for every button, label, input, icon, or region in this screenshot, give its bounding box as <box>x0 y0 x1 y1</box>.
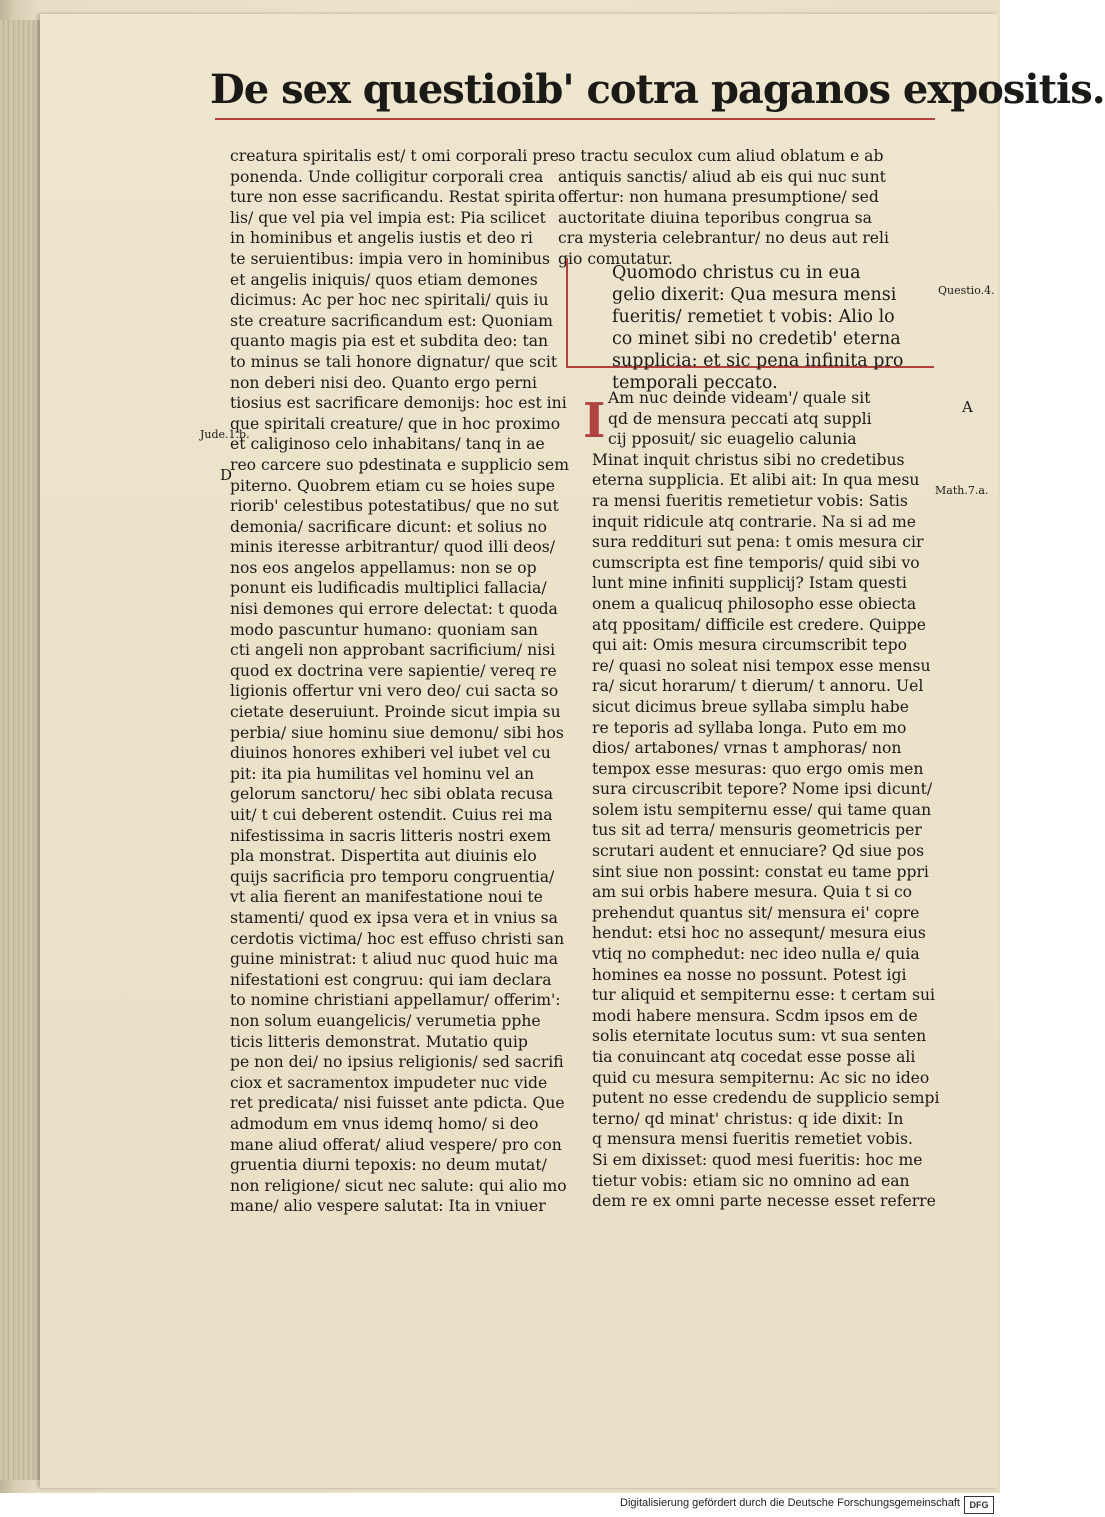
text-line: vtiq no comphedut: nec ideo nulla e/ quia <box>592 945 920 964</box>
text-line: non solum euangelicis/ verumetia pphe <box>230 1011 541 1030</box>
text-line: nifestissima in sacris litteris nostri exem <box>230 826 552 845</box>
text-line: Si em dixisset: quod mesi fueritis: hoc me <box>592 1150 923 1169</box>
text-line: pla monstrat. Dispertita aut diuinis elo <box>230 847 537 866</box>
text-line: qui ait: Omis mesura circumscribit tepo <box>592 636 907 655</box>
text-line: ste creature sacrificandum est: Quoniam <box>230 311 553 330</box>
text-line: tietur vobis: etiam sic no omnino ad ean <box>592 1171 910 1190</box>
text-line: onem a qualicuq philosopho esse obiecta <box>592 594 917 613</box>
text-line: inquit ridicule atq contrarie. Na si ad me <box>592 512 916 531</box>
text-line: dicimus: Ac per hoc nec spiritali/ quis iu <box>230 291 549 310</box>
text-line: sint siue non possint: constat eu tame ppri <box>592 862 929 881</box>
text-line: piterno. Quobrem etiam cu se hoies supe <box>230 476 555 495</box>
text-line: solis eternitate locutus sum: vt sua senten <box>592 1027 927 1046</box>
text-line: in hominibus et angelis iustis et deo ri <box>230 229 533 248</box>
text-line: et angelis iniquis/ quos etiam demones <box>230 270 538 289</box>
text-line: prehendut quantus sit/ mensura ei' copre <box>592 903 920 922</box>
text-line: dios/ artabones/ vrnas t amphoras/ non <box>592 739 902 758</box>
text-line: supplicia: et sic pena infinita pro <box>612 351 904 371</box>
text-line: te seruientibus: impia vero in hominibus <box>230 249 551 268</box>
text-line: putent no esse credendu de supplicio sempi <box>592 1089 940 1108</box>
running-head: De sex questioib' cotra paganos expositis. <box>210 66 1105 113</box>
text-line: ticis litteris demonstrat. Mutatio quip <box>230 1032 528 1051</box>
text-line: guine ministrat: t aliud nuc quod huic ma <box>230 950 558 969</box>
text-line: ture non esse sacrificandu. Restat spirita <box>230 188 556 207</box>
text-line: uit/ t cui deberent ostendit. Cuius rei ma <box>230 806 553 824</box>
text-line: modi habere mensura. Scdm ipsos em de <box>592 1006 918 1025</box>
text-line: cietate deseruiunt. Proinde sicut impia su <box>230 703 561 722</box>
text-line: terno/ qd minat' christus: q ide dixit: In <box>592 1109 904 1128</box>
marginal-questio: Questio.4. <box>938 284 995 297</box>
initial-letter: I <box>583 393 606 449</box>
text-line: minis iteresse arbitrantur/ quod illi deos/ <box>230 538 555 557</box>
text-line: auctoritate diuina teporibus congrua sa <box>558 208 872 227</box>
text-line: cti angeli non approbant sacrificium/ nisi <box>230 641 556 660</box>
text-line: gelorum sanctoru/ hec sibi oblata recusa <box>230 785 554 804</box>
marginal-letter-d: D <box>220 466 233 484</box>
text-line: cij pposuit/ sic euagelio calunia <box>608 430 857 449</box>
text-line: sicut dicimus breue syllaba simplu habe <box>592 697 909 716</box>
text-line: Minat inquit christus sibi no credetibus <box>592 450 905 469</box>
text-line: q mensura mensi fueritis remetiet vobis. <box>592 1130 913 1149</box>
text-line: gio comutatur. <box>558 249 673 268</box>
text-line: so tractu seculox cum aliud oblatum e ab <box>558 147 884 165</box>
text-line: modo pascuntur humano: quoniam san <box>230 620 538 639</box>
text-line: diuinos honores exhiberi vel iubet vel cu <box>230 744 551 763</box>
text-line: nos eos angelos appellamus: non se op <box>230 558 537 577</box>
text-line: demonia/ sacrificare dicunt: et solius no <box>230 517 547 536</box>
text-line: Am nuc deinde videam'/ quale sit <box>608 389 871 407</box>
text-line: ligionis offertur vni vero deo/ cui sacta so <box>230 682 559 701</box>
text-line: lunt mine infiniti supplicij? Istam questi <box>592 574 907 593</box>
text-line: tiosius est sacrificare demonijs: hoc est ini <box>230 394 567 413</box>
marginal-letter-a: A <box>962 398 973 416</box>
marginal-reference-math: Math.7.a. <box>935 484 989 497</box>
text-line: ra mensi fueritis remetietur vobis: Satis <box>592 491 908 510</box>
text-line: re/ quasi no soleat nisi tempox esse mensu <box>592 656 931 675</box>
red-rule-line <box>215 118 935 120</box>
text-line: quijs sacrificia pro temporu congruentia/ <box>230 867 555 886</box>
text-line: creatura spiritalis est/ t omi corporali pre <box>230 147 559 165</box>
text-line: quod ex doctrina vere sapientie/ vereq re <box>230 661 557 680</box>
text-line: mane/ alio vespere salutat: Ita in vniuer <box>230 1197 546 1216</box>
text-line: gelio dixerit: Qua mesura mensi <box>612 285 897 305</box>
footer-credit: Digitalisierung gefördert durch die Deutsche Forschungsgemeinschaft <box>620 1497 960 1509</box>
text-line: qd de mensura peccati atq suppli <box>608 409 872 428</box>
text-line: cerdotis victima/ hoc est effuso christi san <box>230 929 565 948</box>
right-text-column-body <box>592 388 940 1212</box>
dfg-logo: DFG <box>964 1496 994 1514</box>
text-line: perbia/ siue hominu siue demonu/ sibi hos <box>230 723 564 742</box>
text-line: ciox et sacramentox impudeter nuc vide <box>230 1073 548 1092</box>
text-line: cra mysteria celebrantur/ no deus aut reli <box>558 229 889 248</box>
text-line: dem re ex omni parte necesse esset referre <box>592 1192 936 1211</box>
text-line: sura reddituri sut pena: t omis mesura cir <box>592 533 924 552</box>
text-line: riorib' celestibus potestatibus/ que no sut <box>230 497 559 516</box>
text-line: quanto magis pia est et subdita deo: tan <box>230 332 549 351</box>
text-line: atq ppositam/ difficile est credere. Quippe <box>592 615 927 634</box>
text-line: mane aliud offerat/ aliud vespere/ pro con <box>230 1135 562 1154</box>
text-line: tur aliquid et sempiternu esse: t certam sui <box>592 986 936 1005</box>
text-line: tempox esse mesuras: quo ergo omis men <box>592 759 924 778</box>
text-line: tus sit ad terra/ mensuris geometricis per <box>592 821 922 840</box>
text-line: offertur: non humana presumptione/ sed <box>558 188 879 207</box>
text-line: admodum em vnus idemq homo/ si deo <box>230 1114 539 1133</box>
text-line: nisi demones qui errore delectat: t quoda <box>230 600 558 619</box>
text-line: Quomodo christus cu in eua <box>612 263 861 283</box>
text-line: cumscripta est fine temporis/ quid sibi vo <box>592 553 920 572</box>
book-page-edges <box>0 20 41 1480</box>
text-line: to minus se tali honore dignatur/ que scit <box>230 352 558 371</box>
text-line: ponunt eis ludificadis multiplici fallacia/ <box>230 579 547 598</box>
right-text-column-top <box>558 146 938 270</box>
text-line: pe non dei/ no ipsius religionis/ sed sacrifi <box>230 1053 564 1072</box>
text-line: scrutari audent et ennuciare? Qd siue pos <box>592 842 925 861</box>
text-line: eterna supplicia. Et alibi ait: In qua mesu <box>592 471 920 490</box>
text-line: homines ea nosse no possunt. Potest igi <box>592 965 907 984</box>
left-text-column <box>230 146 570 1217</box>
text-line: fueritis/ remetiet t vobis: Alio lo <box>612 307 895 327</box>
text-line: reo carcere suo pdestinata e supplicio sem <box>230 455 570 474</box>
text-line: sura circuscribit tepore? Nome ipsi dicunt/ <box>592 780 933 799</box>
text-line: non religione/ sicut nec salute: qui alio mo <box>230 1176 567 1195</box>
marginal-reference-jude: Jude.1.b. <box>200 428 250 441</box>
text-line: tia conuincant atq cocedat esse posse ali <box>592 1048 916 1066</box>
text-line: stamenti/ quod ex ipsa vera et in vnius sa <box>230 908 558 927</box>
text-line: antiquis sanctis/ aliud ab eis qui nuc sunt <box>558 167 886 186</box>
text-line: vt alia fierent an manifestatione noui te <box>230 888 543 907</box>
text-line: quid cu mesura sempiternu: Ac sic no ideo <box>592 1068 930 1087</box>
text-line: et caliginoso celo inhabitans/ tanq in ae <box>230 435 545 454</box>
text-line: ponenda. Unde colligitur corporali crea <box>230 167 544 186</box>
text-line: temporali peccato. <box>612 373 778 393</box>
text-line: to nomine christiani appellamur/ offerim': <box>230 991 561 1010</box>
text-line: lis/ que vel pia vel impia est: Pia scilicet <box>230 208 546 227</box>
text-line: nifestationi est congruu: qui iam declara <box>230 970 552 989</box>
text-line: pit: ita pia humilitas vel hominu vel an <box>230 764 535 783</box>
text-line: am sui orbis habere mesura. Quia t si co <box>592 883 913 902</box>
text-line: gruentia diurni tepoxis: no deum mutat/ <box>230 1156 547 1175</box>
text-line: re teporis ad syllaba longa. Puto em mo <box>592 718 907 737</box>
text-line: solem istu sempiternu esse/ qui tame quan <box>592 800 932 819</box>
text-line: ret predicata/ nisi fuisset ante pdicta. Que <box>230 1094 565 1113</box>
text-line: hendut: etsi hoc no assequnt/ mesura eius <box>592 924 926 943</box>
text-line: que spiritali creature/ que in hoc proximo <box>230 414 561 433</box>
text-line: ra/ sicut horarum/ t dierum/ t annoru. Uel <box>592 677 924 696</box>
text-line: co minet sibi no credetib' eterna <box>612 329 901 349</box>
rubric-heading <box>612 262 942 394</box>
text-line: non deberi nisi deo. Quanto ergo perni <box>230 373 537 392</box>
